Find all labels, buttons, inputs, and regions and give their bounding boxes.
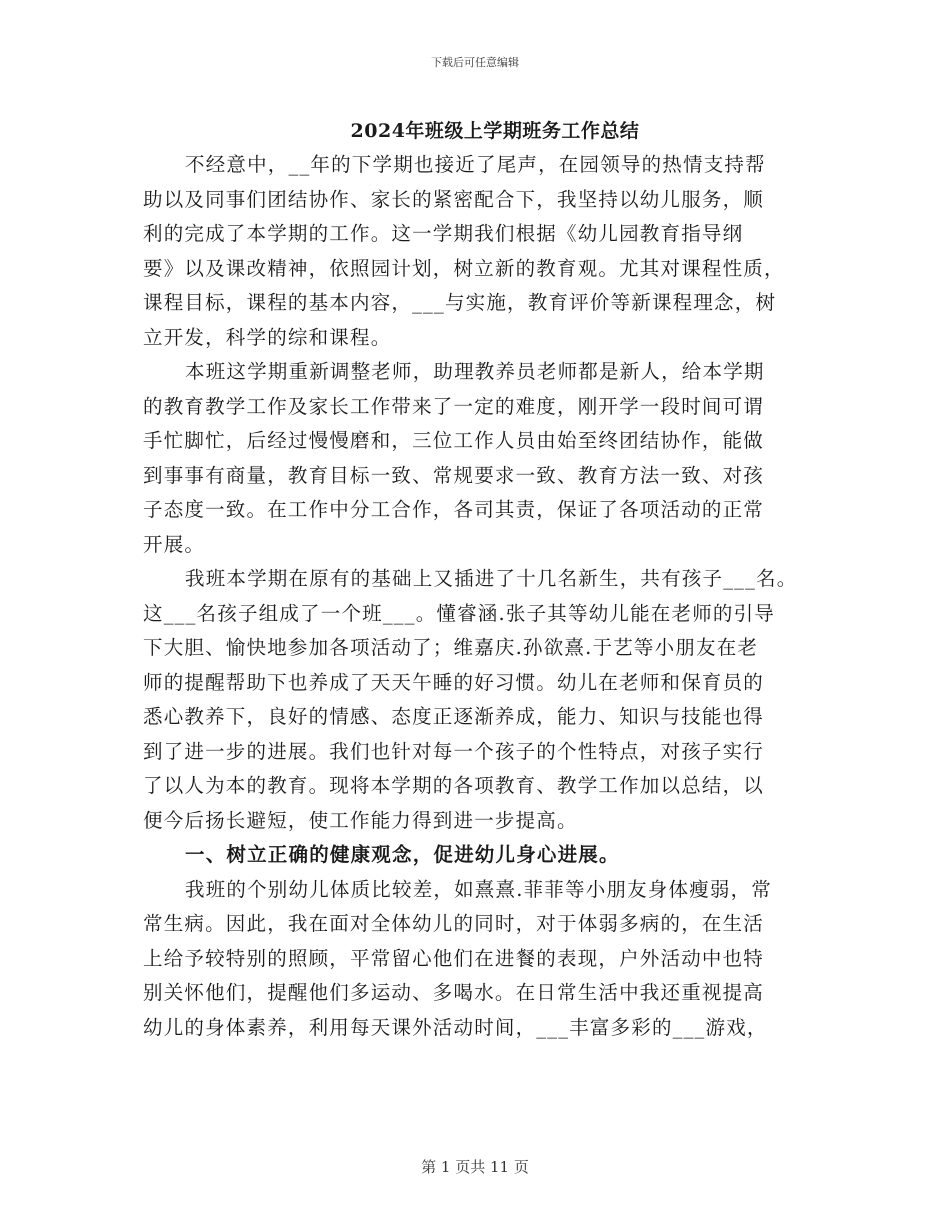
text-line: 开展。 <box>143 532 206 556</box>
text-line: 上给予较特别的照顾，平常留心他们在进餐的表现，户外活动中也特 <box>143 946 765 970</box>
text-line: 课程目标，课程的基本内容，___与实施，教育评价等新课程理念，树 <box>143 291 777 314</box>
text-line: 的教育教学工作及家长工作带来了一定的难度，刚开学一段时间可谓 <box>143 394 765 418</box>
text-line: 便今后扬长避短，使工作能力得到进一步提高。 <box>143 808 578 832</box>
section-heading <box>143 838 803 873</box>
paragraph <box>143 873 803 1046</box>
text-line: 利的完成了本学期的工作。这一学期我们根据《幼儿园教育指导纲 <box>143 222 744 245</box>
document-body <box>143 148 803 1045</box>
text-line: 幼儿的身体素养，利用每天课外活动时间，___丰富多彩的___游戏， <box>143 1015 768 1039</box>
paragraph <box>143 562 803 838</box>
paragraph <box>143 148 803 355</box>
text-line: 别关怀他们，提醒他们多运动、多喝水。在日常生活中我还重视提高 <box>143 981 765 1004</box>
text-line: 立开发，科学的综和课程。 <box>143 325 392 349</box>
text-line: 这___名孩子组成了一个班___。懂睿涵.张子其等幼儿能在老师的引导 <box>143 601 775 625</box>
page-header: 下载后可任意编辑 <box>431 56 519 69</box>
paragraph <box>143 355 803 562</box>
text-line: 常生病。因此，我在面对全体幼儿的同时，对于体弱多病的，在生活 <box>143 912 765 935</box>
document-title: 2024年班级上学期班务工作总结 <box>350 120 640 142</box>
text-line: 到了进一步的进展。我们也针对每一个孩子的个性特点，对孩子实行 <box>143 739 765 763</box>
text-line: 不经意中，__年的下学期也接近了尾声，在园领导的热情支持帮 <box>185 153 766 176</box>
text-line: 要》以及课改精神，依照园计划，树立新的教育观。尤其对课程性质， <box>143 256 785 280</box>
text-line: 我班的个别幼儿体质比较差，如熹熹.菲菲等小朋友身体瘦弱，常 <box>185 877 772 901</box>
text-line: 悉心教养下，良好的情感、态度正逐渐养成，能力、知识与技能也得 <box>143 705 765 728</box>
page-footer: 第 1 页共 11 页 <box>421 1158 529 1176</box>
text-line: 一、树立正确的健康观念，促进幼儿身心进展。 <box>185 843 620 866</box>
text-line: 子态度一致。在工作中分工合作，各司其责，保证了各项活动的正常 <box>143 498 765 521</box>
text-line: 我班本学期在原有的基础上又插进了十几名新生，共有孩子___名。 <box>185 567 798 590</box>
text-line: 到事事有商量，教育目标一致、常规要求一致、教育方法一致、对孩 <box>143 463 765 487</box>
text-line: 助以及同事们团结协作、家长的紧密配合下，我坚持以幼儿服务，顺 <box>143 187 765 211</box>
text-line: 下大胆、愉快地参加各项活动了；维嘉庆.孙欲熹.于艺等小朋友在老 <box>143 636 759 659</box>
text-line: 了以人为本的教育。现将本学期的各项教育、教学工作加以总结，以 <box>143 774 765 797</box>
text-line: 手忙脚忙，后经过慢慢磨和，三位工作人员由始至终团结协作，能做 <box>143 429 765 452</box>
text-line: 本班这学期重新调整老师，助理教养员老师都是新人，给本学期 <box>185 360 765 383</box>
text-line: 师的提醒帮助下也养成了天天午睡的好习惯。幼儿在老师和保育员的 <box>143 670 765 694</box>
